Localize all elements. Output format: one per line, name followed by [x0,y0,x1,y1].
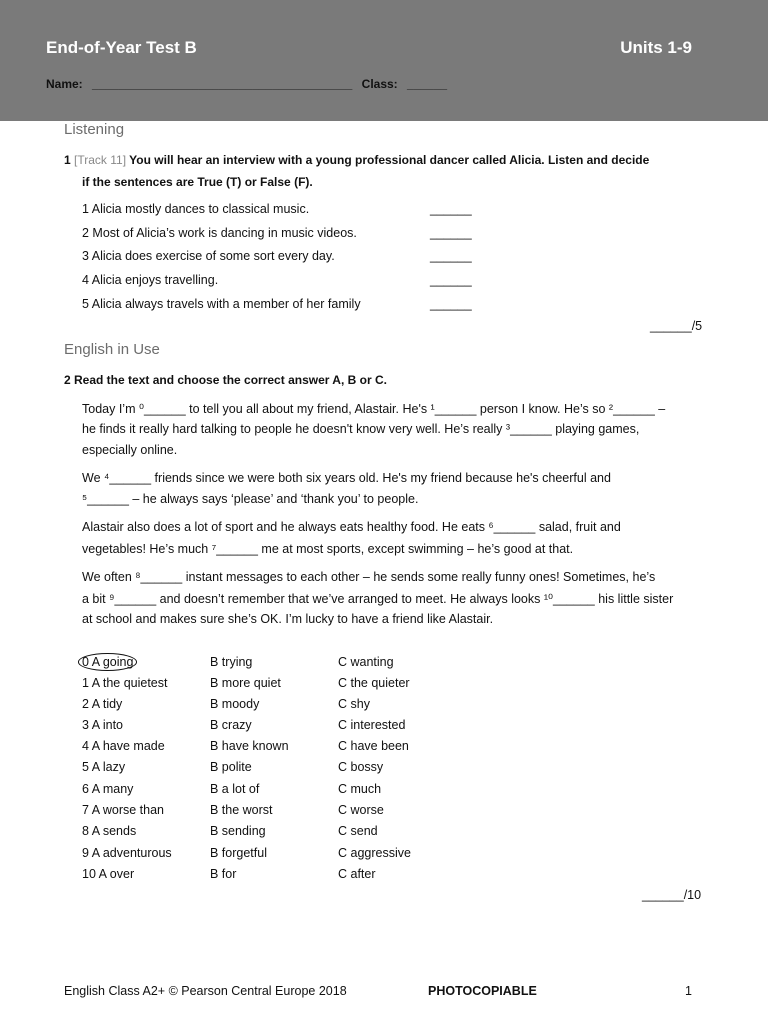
option-a[interactable]: 8 A sends [82,824,137,838]
option-a[interactable]: 4 A have made [82,739,165,753]
question-1-instruction [64,153,649,167]
option-c[interactable]: C have been [338,739,409,753]
passage-line: Alastair also does a lot of sport and he always eats healthy food. He eats ⁶______ salad, fruit and [82,520,621,534]
listening-score: ______/5 [650,319,703,333]
question-1-text-line2: if the sentences are True (T) or False (F). [82,175,313,189]
name-label: Name: [46,77,83,91]
option-b[interactable]: B more quiet [210,676,281,690]
header-band [0,0,768,121]
option-a[interactable]: 1 A the quietest [82,676,168,690]
tf-item: 2 Most of Alicia’s work is dancing in music videos. [82,226,357,240]
option-c[interactable]: C wanting [338,655,394,669]
option-c[interactable]: C aggressive [338,846,411,860]
footer-photocopiable: PHOTOCOPIABLE [428,984,537,998]
option-a[interactable]: 7 A worse than [82,803,165,817]
tf-answer-blank[interactable]: ______ [430,297,472,311]
tf-item: 5 Alicia always travels with a member of her family [82,297,361,311]
option-c[interactable]: C much [338,782,382,796]
option-c[interactable]: C after [338,867,376,881]
example-answer-circle: 0 A going [78,653,137,671]
passage-line: We often ⁸______ instant messages to each other – he sends some really funny ones! Sometimes, he’s [82,570,656,584]
option-a-example[interactable] [82,653,137,671]
listening-heading: Listening [64,121,125,138]
option-b[interactable]: B polite [210,760,252,774]
tf-item: 3 Alicia does exercise of some sort every day. [82,249,335,263]
page-number: 1 [685,984,692,998]
passage-line: at school and makes sure she’s OK. I’m lucky to have a friend like Alastair. [82,612,494,626]
tf-answer-blank[interactable]: ______ [430,226,472,240]
option-a[interactable]: 3 A into [82,718,124,732]
passage-line: We ⁴______ friends since we were both six years old. He's my friend because he's cheerful and [82,471,611,485]
option-c[interactable]: C the quieter [338,676,410,690]
option-b[interactable]: B have known [210,739,289,753]
class-label: Class: [361,77,398,91]
option-c[interactable]: C send [338,824,378,838]
tf-answer-blank[interactable]: ______ [430,249,472,263]
option-b[interactable]: B the worst [210,803,273,817]
option-c[interactable]: C shy [338,697,370,711]
question-1-text: You will hear an interview with a young professional dancer called Alicia. Listen and decide [129,153,650,167]
option-c[interactable]: C bossy [338,760,384,774]
passage-line: he finds it really hard talking to people he doesn't know very well. He’s really ³______ playing games, [82,422,640,436]
test-title: End-of-Year Test B [46,38,197,57]
passage-line: vegetables! He’s much ⁷______ me at most sports, except swimming – he’s good at that. [82,542,574,556]
passage-line: Today I’m ⁰______ to tell you all about my friend, Alastair. He's ¹______ person I know. He’s so ²______ – [82,402,666,416]
passage-line: especially online. [82,443,178,457]
footer-copyright: English Class A2+ © Pearson Central Europe 2018 [64,984,347,998]
option-b[interactable]: B forgetful [210,846,267,860]
option-a[interactable]: 5 A lazy [82,760,126,774]
name-class-row [46,77,447,91]
option-b[interactable]: B sending [210,824,266,838]
english-in-use-heading: English in Use [64,341,160,358]
option-a[interactable]: 9 A adventurous [82,846,172,860]
track-label: [Track 11] [74,153,127,167]
option-a[interactable]: 6 A many [82,782,134,796]
tf-item: 4 Alicia enjoys travelling. [82,273,219,287]
question-2-instruction: 2 Read the text and choose the correct answer A, B or C. [64,373,387,387]
name-field[interactable]: _______________________________________ [92,77,353,91]
option-c[interactable]: C worse [338,803,384,817]
tf-item: 1 Alicia mostly dances to classical music. [82,202,310,216]
passage-line: ⁵______ – he always says ‘please’ and ‘thank you’ to people. [82,492,419,506]
option-b[interactable]: B crazy [210,718,252,732]
option-b[interactable]: B a lot of [210,782,260,796]
units-label: Units 1-9 [620,38,692,57]
option-b[interactable]: B for [210,867,237,881]
class-field[interactable]: ______ [407,77,448,91]
english-in-use-score: ______/10 [642,888,702,902]
option-a[interactable]: 2 A tidy [82,697,123,711]
tf-answer-blank[interactable]: ______ [430,202,472,216]
option-c[interactable]: C interested [338,718,406,732]
passage-line: a bit ⁹______ and doesn’t remember that we’ve arranged to meet. He always looks ¹⁰______ his little sister [82,592,674,606]
tf-answer-blank[interactable]: ______ [430,273,472,287]
option-b[interactable]: B trying [210,655,253,669]
option-a[interactable]: 10 A over [82,867,135,881]
question-number: 1 [64,153,71,167]
option-b[interactable]: B moody [210,697,260,711]
